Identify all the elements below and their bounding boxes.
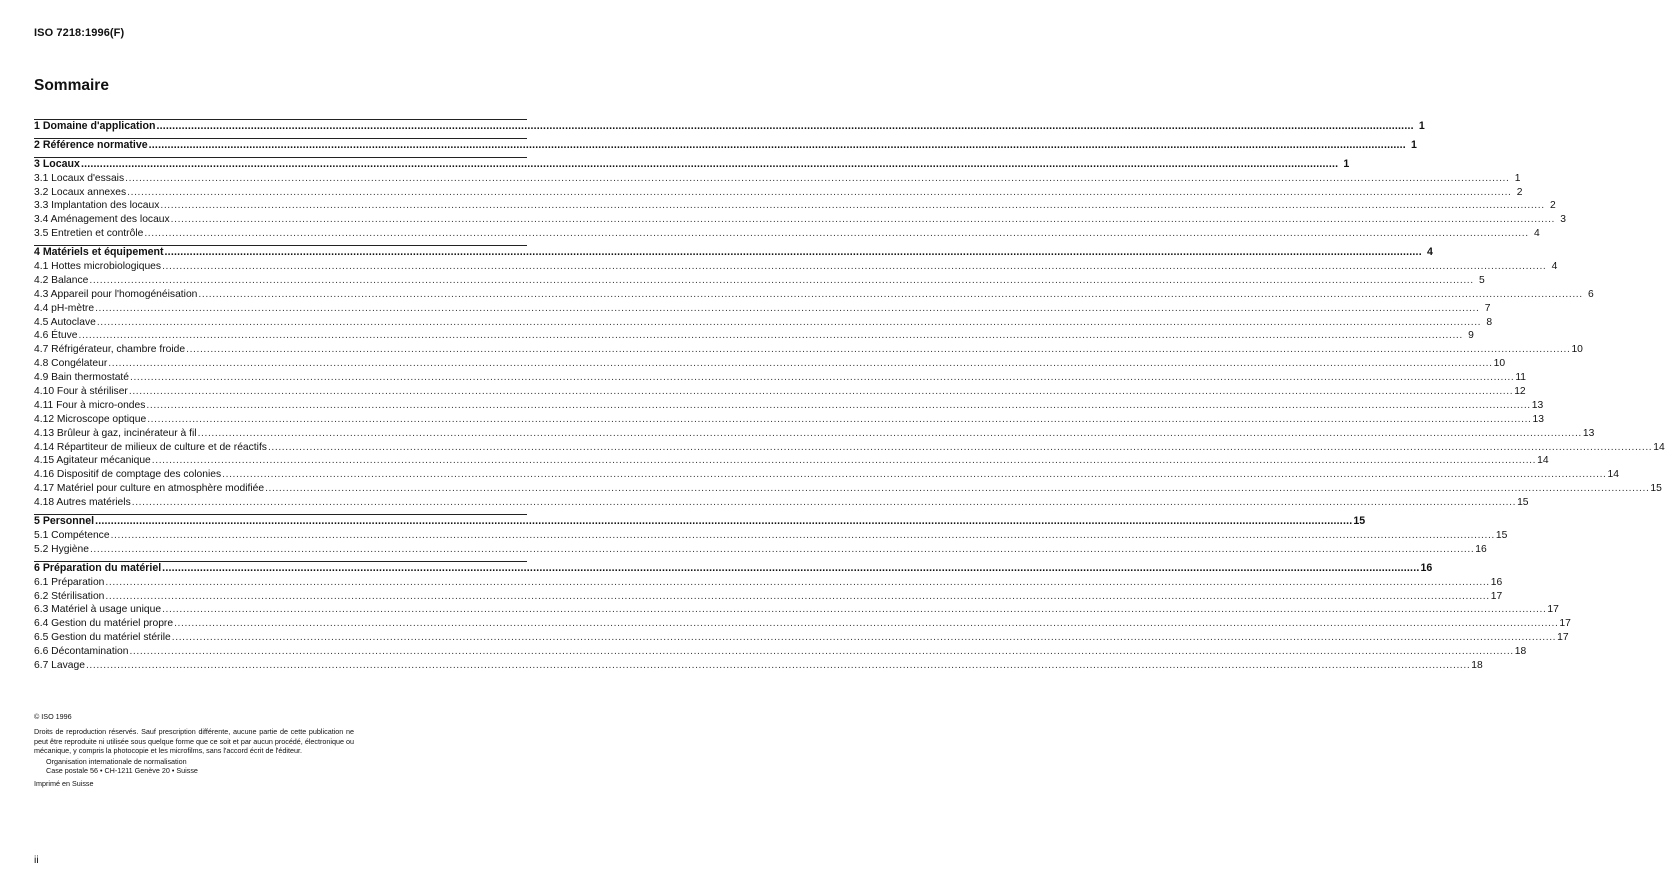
toc-entry[interactable]	[34, 617, 1571, 631]
toc-entry-label: 4.12 Microscope optique	[34, 413, 147, 425]
toc-entry-page: 9	[1468, 330, 1474, 342]
dot-leader: ................................................................................................................................................................................................................................................................................................................................................................................................................	[267, 441, 1653, 453]
toc-entry-page: 14	[1653, 441, 1665, 453]
toc-entry-label: 4.10 Four à stériliser	[34, 386, 128, 398]
dot-leader: ................................................................................................................................................................................................................................................................................................................................................................................................................	[96, 316, 1482, 328]
printed-in: Imprimé en Suisse	[34, 778, 94, 788]
copyright-line: © ISO 1996	[34, 712, 72, 721]
toc-entry-label: 6.2 Stérilisation	[34, 590, 105, 602]
toc-entry-label: 6.1 Préparation	[34, 576, 105, 588]
page-title: Sommaire	[34, 77, 109, 94]
toc-entry-page: 15	[1650, 483, 1662, 495]
dot-leader: ................................................................................................................................................................................................................................................................................................................................................................................................................	[131, 497, 1517, 509]
toc-entry[interactable]	[34, 413, 1544, 427]
table-of-contents	[34, 119, 1665, 673]
toc-entry[interactable]	[34, 199, 1556, 213]
dot-leader: ................................................................................................................................................................................................................................................................................................................................................................................................................	[89, 274, 1474, 286]
copyright-notice	[34, 712, 354, 788]
dot-leader: ................................................................................................................................................................................................................................................................................................................................................................................................................	[171, 632, 1557, 644]
toc-entry-page: 7	[1484, 302, 1491, 314]
toc-entry-label: 4.8 Congélateur	[34, 358, 108, 370]
toc-entry-label: 6.3 Matériel à usage unique	[34, 604, 162, 616]
dot-leader: ................................................................................................................................................................................................................................................................................................................................................................................................................	[222, 469, 1607, 481]
toc-entry[interactable]	[34, 343, 1583, 357]
toc-entry-page: 5	[1478, 274, 1485, 286]
toc-entry[interactable]	[34, 357, 1506, 371]
toc-entry-label: 5.1 Compétence	[34, 529, 110, 541]
dot-leader: ................................................................................................................................................................................................................................................................................................................................................................................................................	[162, 604, 1547, 616]
toc-entry-label: 4.15 Agitateur mécanique	[34, 455, 151, 467]
toc-entry-page: 15	[1353, 515, 1366, 528]
toc-entry[interactable]	[34, 659, 1483, 673]
toc-entry-page: 1	[1343, 157, 1350, 170]
toc-entry-page: 17	[1559, 618, 1571, 630]
toc-entry-label: 4.2 Balance	[34, 274, 89, 286]
toc-entry-page: 16	[1490, 576, 1503, 588]
toc-entry-page: 16	[1475, 543, 1487, 555]
toc-entry[interactable]	[34, 227, 1540, 241]
dot-leader: ................................................................................................................................................................................................................................................................................................................................................................................................................	[162, 261, 1547, 273]
dot-leader: ................................................................................................................................................................................................................................................................................................................................................................................................................	[164, 246, 1422, 259]
toc-entry-page: 15	[1517, 497, 1529, 509]
dot-leader: ................................................................................................................................................................................................................................................................................................................................................................................................................	[156, 120, 1414, 132]
toc-entry[interactable]	[34, 576, 1503, 590]
toc-section-entry[interactable]	[34, 246, 1433, 260]
toc-entry-label: 3.3 Implantation des locaux	[34, 200, 160, 212]
dot-leader: ................................................................................................................................................................................................................................................................................................................................................................................................................	[147, 413, 1532, 425]
dot-leader: ................................................................................................................................................................................................................................................................................................................................................................................................................	[162, 561, 1420, 574]
dot-leader: ................................................................................................................................................................................................................................................................................................................................................................................................................	[130, 372, 1515, 384]
toc-entry-label: 6.7 Lavage	[34, 659, 85, 671]
toc-entry-page: 4	[1426, 246, 1433, 259]
toc-entry-page: 1	[1514, 172, 1521, 184]
toc-entry-label: 4 Matériels et équipement	[34, 246, 164, 259]
document-id: ISO 7218:1996(F)	[34, 27, 125, 39]
dot-leader: ................................................................................................................................................................................................................................................................................................................................................................................................................	[80, 157, 1339, 170]
toc-entry-page: 10	[1571, 344, 1583, 356]
toc-entry-label: 4.13 Brûleur à gaz, incinérateur à fil	[34, 427, 197, 439]
toc-entry-page: 17	[1490, 590, 1503, 602]
toc-entry-label: 4.5 Autoclave	[34, 316, 96, 328]
toc-entry[interactable]	[34, 454, 1549, 468]
toc-entry-label: 4.3 Appareil pour l'homogénéisation	[34, 288, 198, 300]
toc-entry-label: 4.1 Hottes microbiologiques	[34, 261, 162, 273]
toc-entry[interactable]	[34, 186, 1523, 200]
toc-entry-page: 13	[1582, 427, 1595, 439]
toc-entry-label: 6.5 Gestion du matériel stérile	[34, 632, 171, 644]
dot-leader: ................................................................................................................................................................................................................................................................................................................................................................................................................	[170, 214, 1555, 226]
dot-leader: ................................................................................................................................................................................................................................................................................................................................................................................................................	[95, 302, 1480, 314]
toc-entry-label: 4.11 Four à micro-ondes	[34, 399, 146, 411]
toc-entry[interactable]	[34, 496, 1529, 510]
toc-entry[interactable]	[34, 543, 1487, 557]
toc-entry-label: 4.14 Répartiteur de milieux de culture et de réactifs	[34, 441, 267, 453]
toc-entry-page: 6	[1588, 288, 1594, 300]
dot-leader: ................................................................................................................................................................................................................................................................................................................................................................................................................	[95, 515, 1353, 528]
dot-leader: ................................................................................................................................................................................................................................................................................................................................................................................................................	[151, 455, 1537, 467]
toc-section-entry[interactable]	[34, 157, 1350, 172]
toc-entry-page: 2	[1516, 186, 1523, 198]
toc-entry[interactable]	[34, 468, 1619, 482]
toc-entry-page: 11	[1515, 372, 1527, 384]
toc-entry[interactable]	[34, 274, 1485, 288]
toc-entry-label: 6 Préparation du matériel	[34, 561, 162, 574]
dot-leader: ................................................................................................................................................................................................................................................................................................................................................................................................................	[265, 483, 1650, 495]
toc-section-entry[interactable]	[34, 561, 1433, 576]
dot-leader: ................................................................................................................................................................................................................................................................................................................................................................................................................	[197, 427, 1582, 439]
toc-entry-page: 18	[1514, 646, 1527, 658]
toc-entry-label: 6.4 Gestion du matériel propre	[34, 618, 174, 630]
dot-leader: ................................................................................................................................................................................................................................................................................................................................................................................................................	[85, 659, 1471, 671]
toc-entry-page: 4	[1533, 228, 1540, 240]
dot-leader: ................................................................................................................................................................................................................................................................................................................................................................................................................	[160, 200, 1545, 212]
toc-entry[interactable]	[34, 385, 1526, 399]
dot-leader: ................................................................................................................................................................................................................................................................................................................................................................................................................	[128, 386, 1514, 398]
toc-section-entry[interactable]	[34, 515, 1366, 529]
toc-entry[interactable]	[34, 645, 1527, 659]
dot-leader: ................................................................................................................................................................................................................................................................................................................................................................................................................	[129, 646, 1514, 658]
toc-entry-page: 12	[1514, 386, 1526, 398]
toc-entry-label: 5.2 Hygiène	[34, 543, 89, 555]
dot-leader: ................................................................................................................................................................................................................................................................................................................................................................................................................	[148, 138, 1406, 151]
toc-entry-page: 17	[1557, 632, 1569, 644]
dot-leader: ................................................................................................................................................................................................................................................................................................................................................................................................................	[89, 543, 1475, 555]
toc-section-entry[interactable]	[34, 120, 1425, 134]
toc-entry[interactable]	[34, 441, 1665, 455]
toc-entry-page: 1	[1411, 138, 1417, 151]
toc-entry-page: 3	[1560, 214, 1566, 226]
toc-entry-label: 3.2 Locaux annexes	[34, 186, 127, 198]
organisation-name: Organisation internationale de normalisation	[46, 757, 187, 767]
dot-leader: ................................................................................................................................................................................................................................................................................................................................................................................................................	[146, 399, 1531, 411]
rights-text: Droits de reproduction réservés. Sauf prescription différente, aucune partie de cette publication ne peut être reproduite ni utilisée sous quelque forme que ce soit et par aucun procédé, électronique ou mécanique, y compris la photocopie et les microfilms, sans l'accord écrit de l'éditeur.	[34, 727, 354, 755]
toc-entry-label: 2 Référence normative	[34, 138, 148, 151]
toc-entry[interactable]	[34, 329, 1474, 343]
toc-entry[interactable]	[34, 427, 1595, 441]
page-number: ii	[34, 854, 39, 866]
toc-entry[interactable]	[34, 631, 1569, 645]
dot-leader: ................................................................................................................................................................................................................................................................................................................................................................................................................	[105, 576, 1490, 588]
dot-leader: ................................................................................................................................................................................................................................................................................................................................................................................................................	[78, 330, 1463, 342]
toc-entry-label: 3.5 Entretien et contrôle	[34, 228, 144, 240]
dot-leader: ................................................................................................................................................................................................................................................................................................................................................................................................................	[198, 288, 1583, 300]
toc-entry-page: 2	[1549, 200, 1556, 212]
toc-entry-label: 4.18 Autres matériels	[34, 497, 131, 509]
toc-entry-label: 4.16 Dispositif de comptage des colonies	[34, 469, 222, 481]
toc-entry-page: 1	[1418, 120, 1425, 132]
toc-entry-label: 5 Personnel	[34, 515, 95, 528]
toc-entry[interactable]	[34, 603, 1559, 617]
toc-entry[interactable]	[34, 288, 1594, 302]
toc-entry[interactable]	[34, 482, 1662, 496]
organisation-address: Case postale 56 • CH-1211 Genève 20 • Suisse	[46, 766, 198, 776]
toc-entry-label: 4.6 Étuve	[34, 330, 78, 342]
dot-leader: ................................................................................................................................................................................................................................................................................................................................................................................................................	[127, 186, 1512, 198]
toc-entry-page: 18	[1471, 659, 1483, 671]
toc-entry-page: 17	[1547, 604, 1559, 616]
toc-entry-page: 4	[1551, 261, 1558, 273]
dot-leader: ................................................................................................................................................................................................................................................................................................................................................................................................................	[110, 529, 1495, 541]
toc-entry-label: 3 Locaux	[34, 157, 80, 170]
dot-leader: ................................................................................................................................................................................................................................................................................................................................................................................................................	[144, 228, 1529, 240]
dot-leader: ................................................................................................................................................................................................................................................................................................................................................................................................................	[186, 344, 1571, 356]
dot-leader: ................................................................................................................................................................................................................................................................................................................................................................................................................	[174, 618, 1559, 630]
toc-entry-page: 15	[1495, 529, 1508, 541]
toc-entry-label: 3.1 Locaux d'essais	[34, 172, 125, 184]
toc-entry-label: 4.17 Matériel pour culture en atmosphère modifiée	[34, 483, 265, 495]
dot-leader: ................................................................................................................................................................................................................................................................................................................................................................................................................	[108, 358, 1493, 370]
dot-leader: ................................................................................................................................................................................................................................................................................................................................................................................................................	[105, 590, 1490, 602]
toc-entry[interactable]	[34, 371, 1527, 385]
toc-entry[interactable]	[34, 260, 1558, 274]
toc-entry-label: 4.7 Réfrigérateur, chambre froide	[34, 344, 186, 356]
toc-entry[interactable]	[34, 399, 1544, 413]
toc-entry-label: 4.9 Bain thermostaté	[34, 372, 130, 384]
toc-entry[interactable]	[34, 529, 1508, 543]
toc-entry[interactable]	[34, 172, 1521, 186]
toc-entry-page: 14	[1537, 455, 1549, 467]
toc-entry-page: 13	[1532, 413, 1544, 425]
toc-entry-label: 4.4 pH-mètre	[34, 302, 95, 314]
toc-entry-label: 3.4 Aménagement des locaux	[34, 214, 170, 226]
dot-leader: ................................................................................................................................................................................................................................................................................................................................................................................................................	[125, 172, 1510, 184]
toc-entry[interactable]	[34, 302, 1491, 316]
toc-entry[interactable]	[34, 590, 1503, 604]
toc-entry-page: 13	[1531, 399, 1544, 411]
toc-entry[interactable]	[34, 316, 1493, 330]
toc-section-entry[interactable]	[34, 138, 1417, 153]
toc-entry-label: 1 Domaine d'application	[34, 120, 156, 132]
toc-entry-page: 8	[1486, 316, 1493, 328]
toc-entry[interactable]	[34, 213, 1566, 227]
toc-entry-page: 16	[1420, 561, 1433, 574]
toc-entry-page: 14	[1607, 469, 1619, 481]
toc-entry-label: 6.6 Décontamination	[34, 646, 129, 658]
toc-entry-page: 10	[1493, 358, 1506, 370]
